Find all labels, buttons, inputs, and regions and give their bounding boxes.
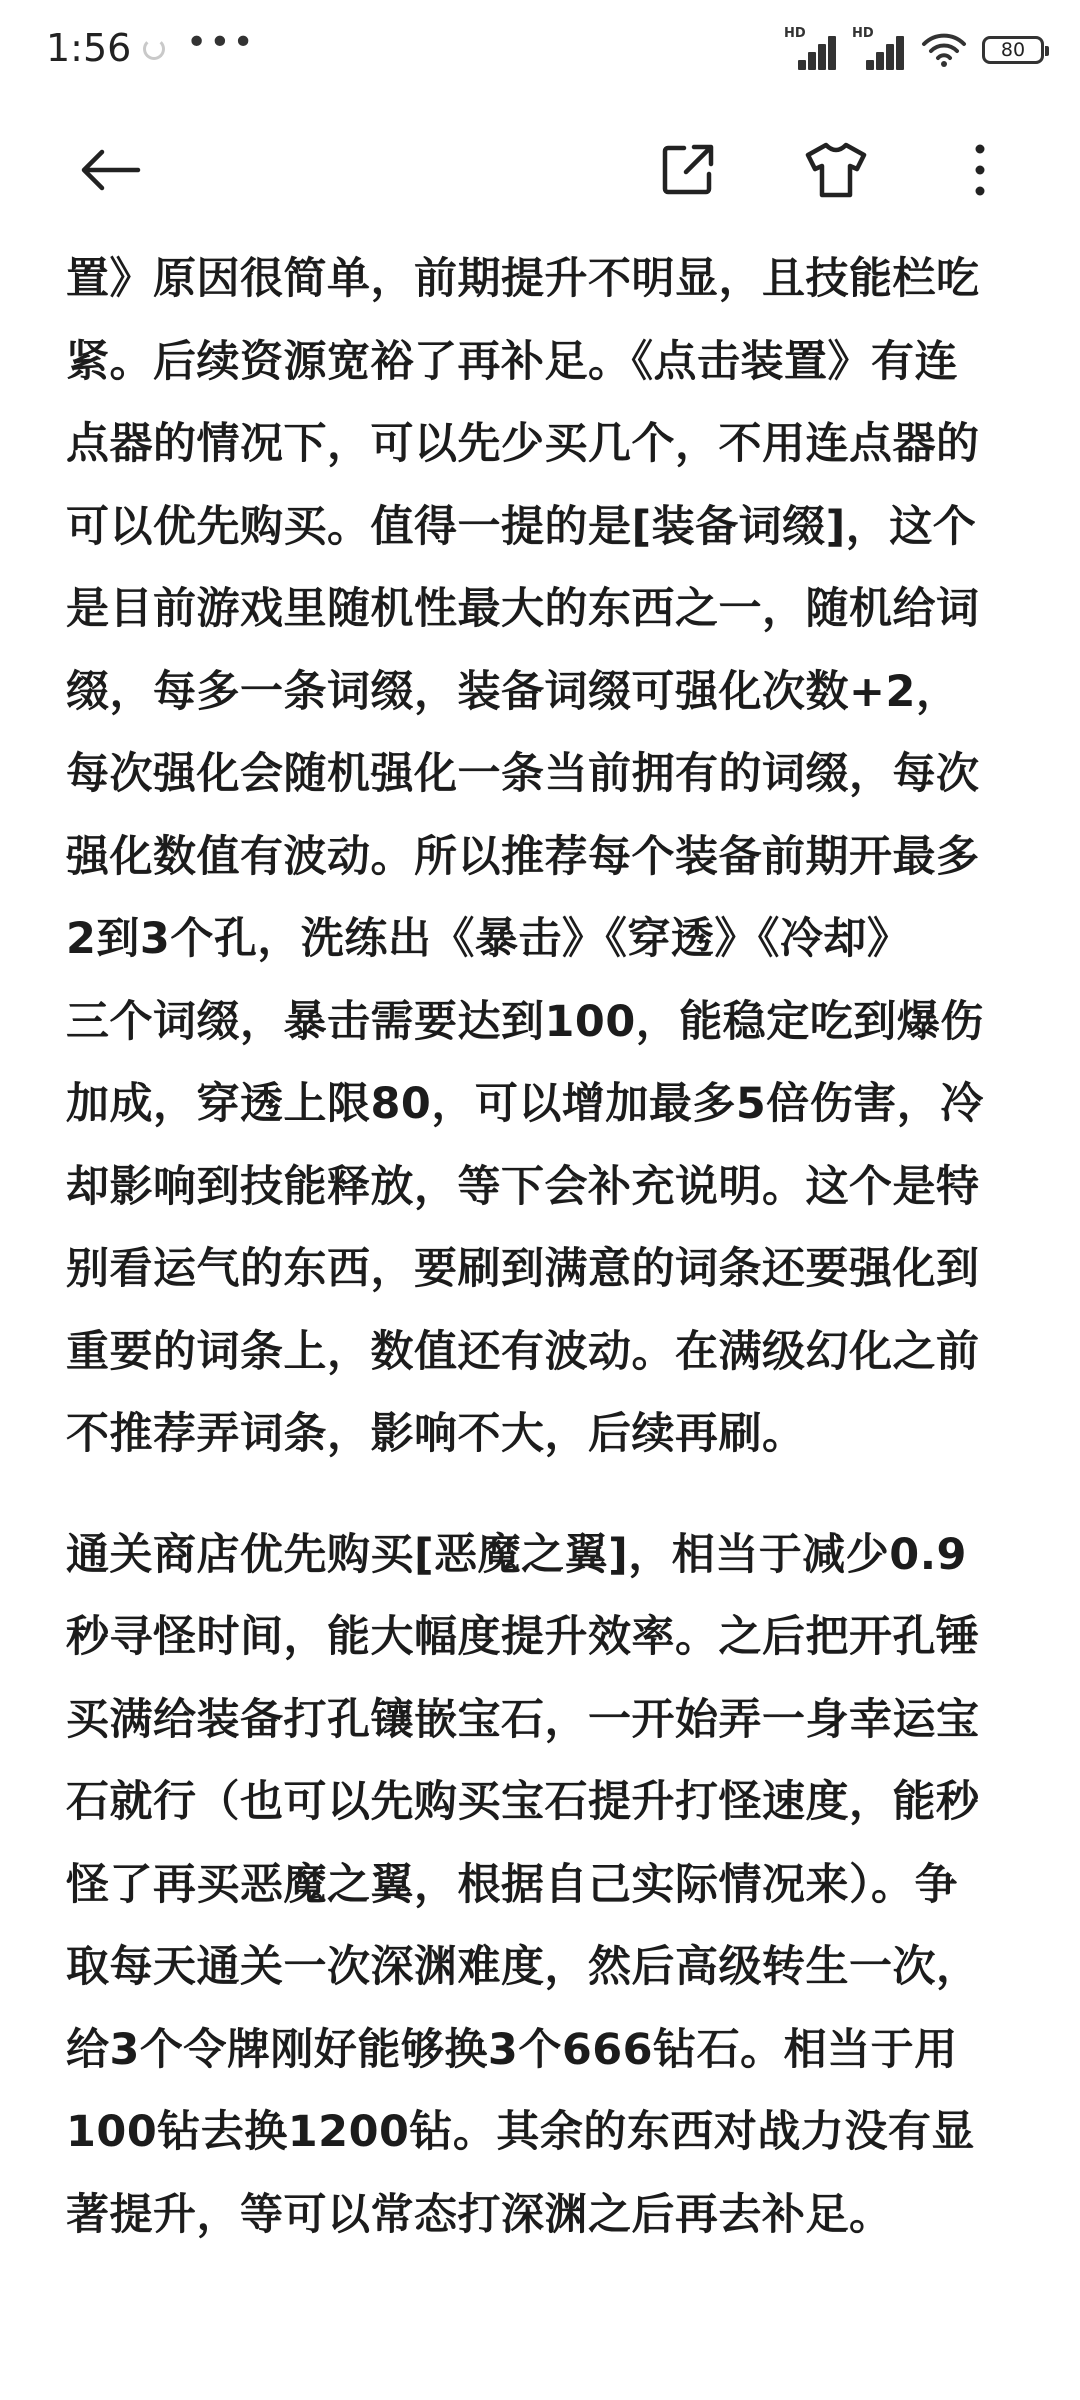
text-line: 可以优先购买。值得一提的是[装备词缀]，这个 xyxy=(66,501,977,552)
cellular-signal-2-icon xyxy=(852,26,906,70)
text-line: 给3个令牌刚好能够换3个666钻石。相当于用 xyxy=(66,2024,958,2075)
text-line: 是目前游戏里随机性最大的东西之一，随机给词 xyxy=(66,584,980,634)
text-line: 缀，每多一条词缀，装备词缀可强化次数+2， xyxy=(66,666,960,717)
text-line: 别看运气的东西，要刷到满意的词条还要强化到 xyxy=(66,1244,980,1294)
cellular-signal-1-icon xyxy=(784,26,838,70)
text-line: 通关商店优先购买[恶魔之翼]，相当于减少0.9 xyxy=(66,1529,967,1580)
text-line: 强化数值有波动。所以推荐每个装备前期开最多 xyxy=(66,831,980,882)
text-line: 点器的情况下，可以先少买几个，不用连点器的 xyxy=(66,419,980,469)
text-line: 著提升，等可以常态打深渊之后再去补足。 xyxy=(66,2189,893,2240)
top-toolbar xyxy=(0,110,1080,230)
wifi-icon xyxy=(920,32,968,68)
status-time: 1:56 xyxy=(46,26,132,70)
article-paragraph-2 xyxy=(66,1514,1026,2257)
share-button[interactable] xyxy=(650,132,726,208)
text-line: 每次强化会随机强化一条当前拥有的词缀，每次 xyxy=(66,749,980,799)
text-line: 石就行（也可以先购买宝石提升打怪速度，能秒 xyxy=(66,1777,980,1827)
signal-2-hd-label: HD xyxy=(852,26,874,41)
more-vertical-icon xyxy=(970,142,990,198)
status-bar xyxy=(0,0,1080,100)
text-line: 紧。后续资源宽裕了再补足。《点击装置》有连 xyxy=(66,336,958,387)
text-line: 买满给装备打孔镶嵌宝石，一开始弄一身幸运宝 xyxy=(66,1694,980,1745)
loading-icon xyxy=(143,38,165,60)
text-line: 却影响到技能释放，等下会补充说明。这个是特 xyxy=(66,1161,980,1212)
text-line: 2到3个孔，洗练出《暴击》《穿透》《冷却》 xyxy=(66,914,911,964)
share-external-icon xyxy=(660,142,716,198)
text-line: 重要的词条上，数值还有波动。在满级幻化之前 xyxy=(66,1326,980,1377)
arrow-left-icon xyxy=(78,146,142,194)
text-line: 怪了再买恶魔之翼，根据自己实际情况来）。争 xyxy=(66,1859,958,1910)
text-line: 置》原因很简单，前期提升不明显，且技能栏吃 xyxy=(66,254,980,304)
battery-icon xyxy=(982,36,1044,64)
signal-1-hd-label: HD xyxy=(784,26,806,41)
text-line: 100钻去换1200钻。其余的东西对战力没有显 xyxy=(66,2107,975,2157)
tshirt-theme-icon xyxy=(804,141,868,199)
theme-button[interactable] xyxy=(798,132,874,208)
text-line: 不推荐弄词条，影响不大，后续再刷。 xyxy=(66,1409,806,1459)
more-options-button[interactable] xyxy=(942,132,1018,208)
battery-level: 80 xyxy=(1000,39,1026,61)
text-line: 加成，穿透上限80，可以增加最多5倍伤害，冷 xyxy=(66,1079,984,1129)
text-line: 取每天通关一次深渊难度，然后高级转生一次， xyxy=(66,1942,980,1992)
article-content xyxy=(66,238,1026,2256)
status-indicators xyxy=(784,26,1044,70)
more-notifications-icon: ••• xyxy=(186,22,256,63)
text-line: 秒寻怪时间，能大幅度提升效率。之后把开孔锤 xyxy=(66,1612,980,1662)
text-line: 三个词缀，暴击需要达到100，能稳定吃到爆伤 xyxy=(66,996,984,1047)
article-paragraph-1 xyxy=(66,238,1026,1476)
back-button[interactable] xyxy=(72,132,148,208)
